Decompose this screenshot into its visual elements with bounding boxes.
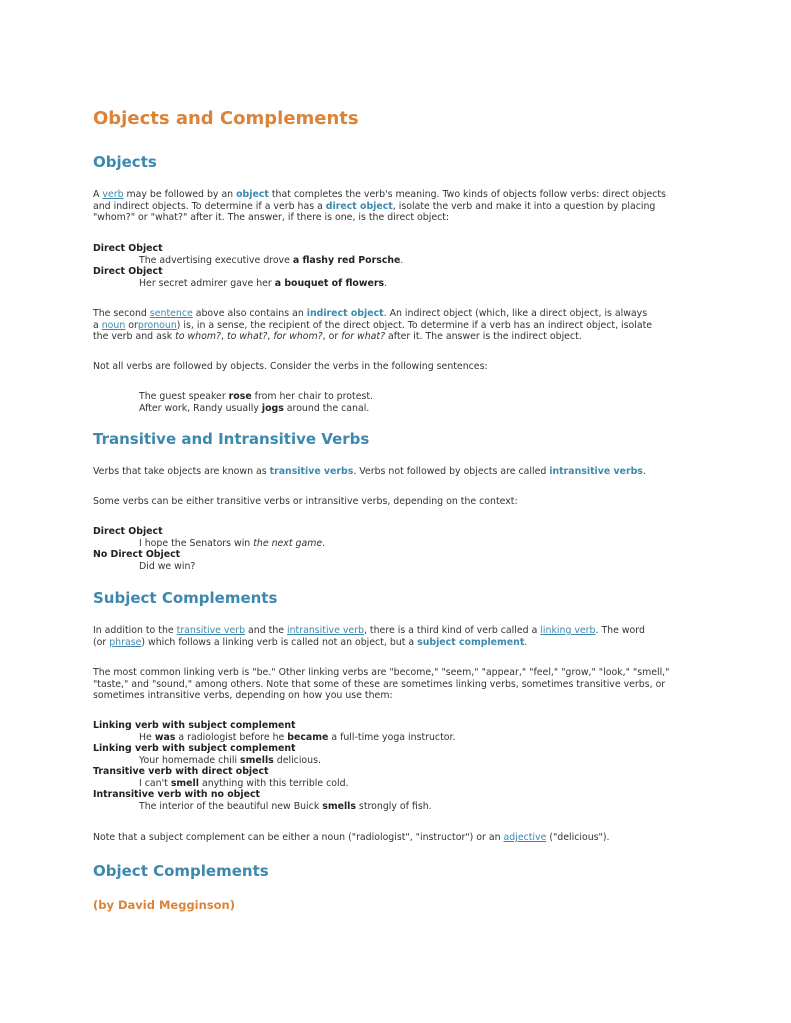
- link-linking-verb[interactable]: linking verb: [540, 625, 596, 636]
- byline: (by David Megginson): [93, 898, 235, 912]
- example-label: Linking verb with subject complement: [93, 720, 296, 731]
- example-intransitive: [93, 391, 373, 414]
- link-adjective[interactable]: adjective: [503, 832, 547, 843]
- link-intransitive-verb[interactable]: intransitive verb: [287, 625, 364, 636]
- example-label: Intransitive verb with no object: [93, 789, 260, 800]
- paragraph-objects-intro: A verb may be followed by an object that completes the verb's meaning. Two kinds of objects follow verbs: direct objects and indirect objects. To determine if a verb has a direct object, isolate the verb and make it into a question by placing "whom?" or "what?" after it. The answer, if there is one, is the direct object:: [93, 189, 666, 223]
- example-sentence: The advertising executive drove a flashy red Porsche.: [139, 254, 404, 266]
- example-sentence: The guest speaker rose from her chair to protest.: [139, 391, 373, 402]
- page-title: Objects and Complements: [93, 108, 359, 129]
- example-sentence: Your homemade chili smells delicious.: [139, 754, 321, 766]
- link-sentence[interactable]: sentence: [149, 308, 193, 319]
- heading-subject-complements: Subject Complements: [93, 589, 278, 607]
- example-sentence: I hope the Senators win the next game.: [139, 537, 326, 549]
- paragraph-either: Some verbs can be either transitive verbs or intransitive verbs, depending on the context:: [93, 496, 518, 507]
- paragraph-transitive-def: Verbs that take objects are known as transitive verbs. Verbs not followed by objects are called intransitive verbs.: [93, 466, 646, 477]
- example-context: [93, 526, 325, 572]
- paragraph-common-linking: The most common linking verb is "be." Other linking verbs are "become," "seem," "appear," "feel," "grow," "look," "smell," "taste," and "sound," among others. Note that some of these are sometimes linking verbs, sometimes transitive verbs, or sometimes intransitive verbs, depending on how you use them:: [93, 667, 670, 701]
- example-label: Direct Object: [93, 266, 163, 277]
- example-sentence: I can't smell anything with this terrible cold.: [139, 777, 349, 789]
- term-direct-object: direct object: [325, 200, 393, 212]
- heading-object-complements: Object Complements: [93, 862, 269, 880]
- example-sentence: After work, Randy usually jogs around the canal.: [139, 402, 370, 414]
- link-verb[interactable]: verb: [102, 189, 124, 200]
- term-intransitive-verbs: intransitive verbs: [549, 466, 643, 477]
- link-phrase[interactable]: phrase: [109, 636, 142, 648]
- example-label: No Direct Object: [93, 549, 181, 560]
- term-indirect-object: indirect object: [306, 308, 384, 319]
- paragraph-not-all-verbs: Not all verbs are followed by objects. Consider the verbs in the following sentences:: [93, 361, 488, 372]
- example-label: Linking verb with subject complement: [93, 743, 296, 754]
- paragraph-linking-verb: In addition to the transitive verb and the intransitive verb, there is a third kind of verb called a linking verb. The word (or phrase) which follows a linking verb is called not an object, but a subject complement.: [93, 625, 645, 648]
- heading-objects: Objects: [93, 153, 157, 171]
- term-subject-complement: subject complement: [417, 636, 525, 648]
- example-label: Direct Object: [93, 243, 163, 254]
- link-pronoun[interactable]: pronoun: [137, 319, 177, 331]
- example-label: Direct Object: [93, 526, 163, 537]
- heading-transitive-intransitive: Transitive and Intransitive Verbs: [93, 430, 370, 448]
- example-sentence: He was a radiologist before he became a full-time yoga instructor.: [139, 731, 456, 743]
- term-transitive-verbs: transitive verbs: [269, 466, 354, 477]
- example-sentence: Did we win?: [139, 560, 196, 572]
- link-noun[interactable]: noun: [101, 319, 126, 331]
- example-label: Transitive verb with direct object: [93, 766, 269, 777]
- example-sentence: Her secret admirer gave her a bouquet of flowers.: [139, 277, 388, 289]
- example-sentence: The interior of the beautiful new Buick smells strongly of fish.: [139, 800, 432, 812]
- paragraph-indirect-object: The second sentence above also contains an indirect object. An indirect object (which, like a direct object, is always a noun orpronoun) is, in a sense, the recipient of the direct object. To determine if a verb has an indirect object, isolate the verb and ask to whom?, to what?, for whom?, or for what? after it. The answer is the indirect object.: [93, 308, 653, 342]
- link-transitive-verb[interactable]: transitive verb: [176, 625, 246, 636]
- example-direct-objects: [93, 243, 403, 289]
- paragraph-note-complement: Note that a subject complement can be either a noun ("radiologist", "instructor") or an adjective ("delicious").: [93, 832, 610, 843]
- term-object: object: [236, 189, 269, 200]
- example-linking: [93, 720, 455, 812]
